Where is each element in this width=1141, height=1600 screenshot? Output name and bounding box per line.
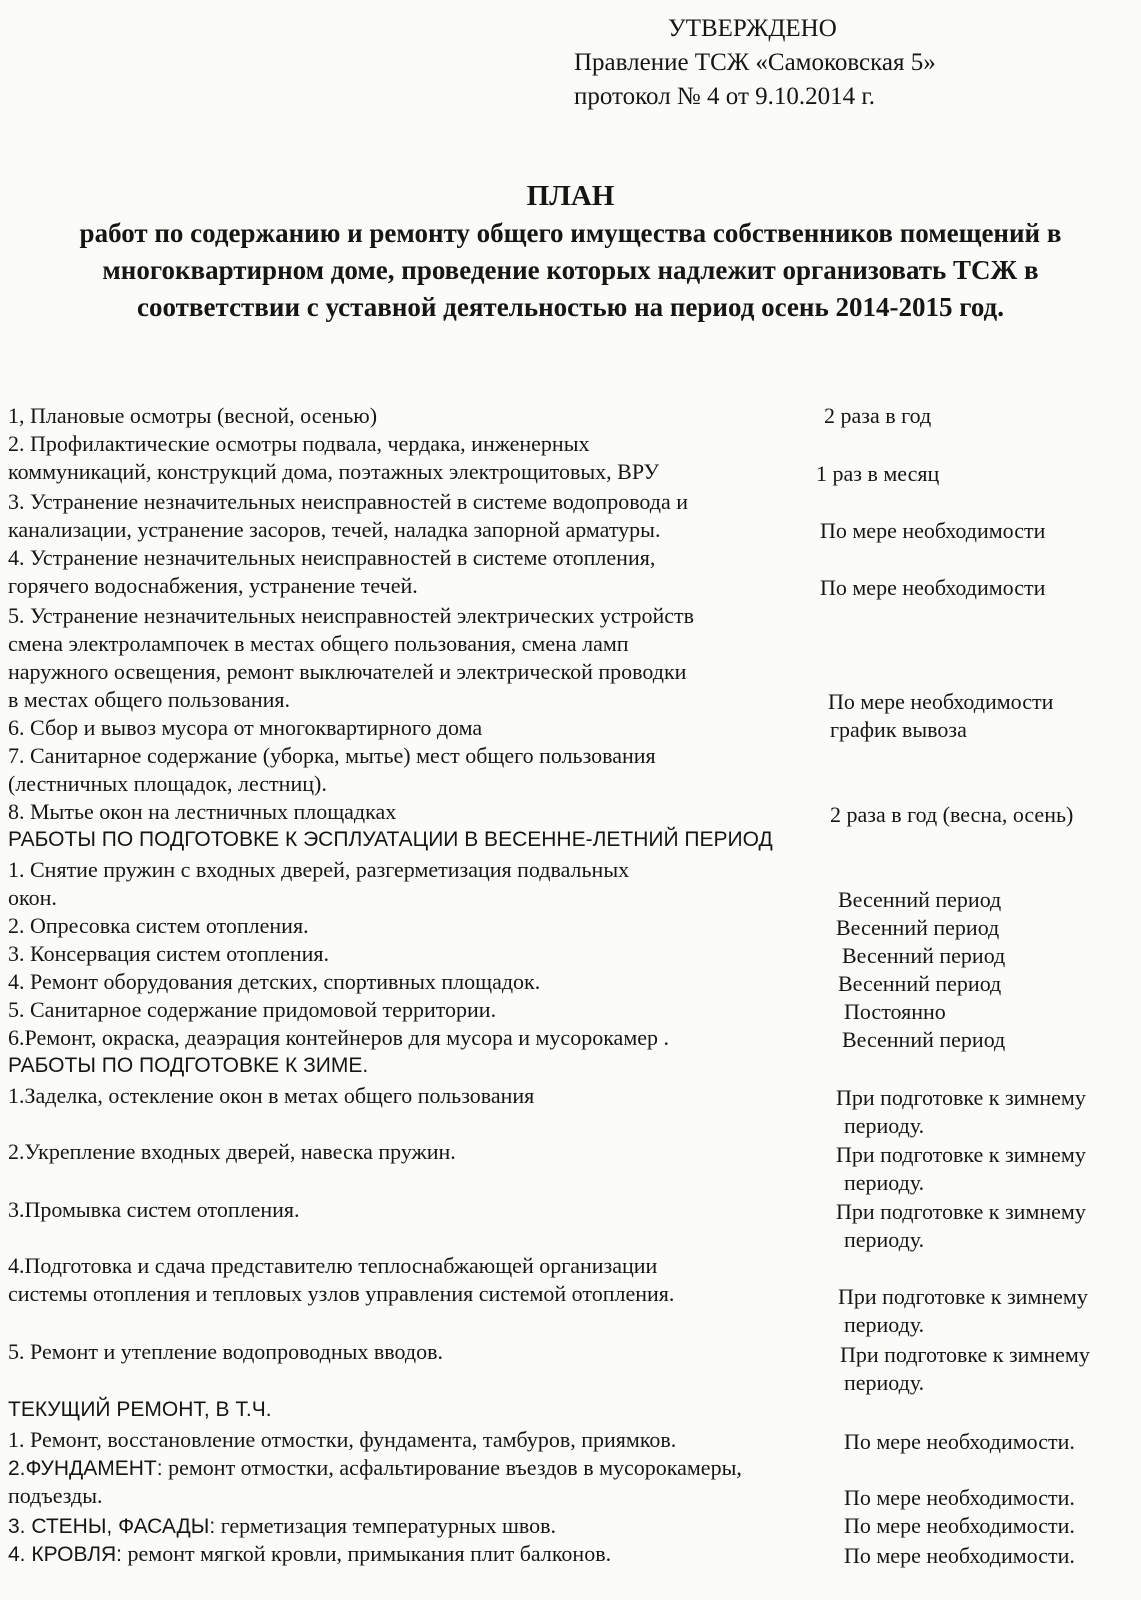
repair-item-4-label: 4. КРОВЛЯ: xyxy=(8,1543,123,1566)
winter-item-1-term-line-2: периоду. xyxy=(844,1113,925,1138)
spring-item-1-line-1: 1. Снятие пружин с входных дверей, разгерметизация подвальных xyxy=(8,857,630,882)
winter-item-4-line-1: 4.Подготовка и сдача представителю теплоснабжающей организации xyxy=(8,1253,658,1278)
repair-heading: ТЕКУЩИЙ РЕМОНТ, В Т.Ч. xyxy=(8,1398,272,1421)
general-item-3-line-1: 3. Устранение незначительных неисправностей в системе водопровода и xyxy=(8,489,689,514)
spring-item-1-line-2: окон. xyxy=(8,885,57,910)
spring-item-5-term: Постоянно xyxy=(844,999,946,1024)
title-line-3: соответствии с уставной деятельностью на период осень 2014-2015 год. xyxy=(137,292,1004,322)
document-title xyxy=(0,178,1141,326)
general-item-7-line-2: (лестничных площадок, лестниц). xyxy=(8,771,327,796)
winter-item-3-term-line-1: При подготовке к зимнему xyxy=(836,1199,1086,1224)
repair-item-4 xyxy=(8,1540,611,1569)
general-item-2-line-2: коммуникаций, конструкций дома, поэтажных электрощитовых, ВРУ xyxy=(8,459,660,484)
title-main: ПЛАН xyxy=(526,180,615,212)
repair-item-2-line-2: подъезды. xyxy=(8,1483,103,1508)
winter-item-1-term-line-1: При подготовке к зимнему xyxy=(836,1085,1086,1110)
winter-heading: РАБОТЫ ПО ПОДГОТОВКЕ К ЗИМЕ. xyxy=(8,1054,369,1077)
repair-item-2-term: По мере необходимости. xyxy=(844,1485,1075,1510)
general-item-4-line-2: горячего водоснабжения, устранение течей. xyxy=(8,573,418,598)
general-item-3-term: По мере необходимости xyxy=(820,518,1046,543)
repair-item-4-term: По мере необходимости. xyxy=(844,1543,1075,1568)
winter-item-5: 5. Ремонт и утепление водопроводных вводов. xyxy=(8,1339,443,1364)
repair-item-1: 1. Ремонт, восстановление отмостки, фундамента, тамбуров, приямков. xyxy=(8,1427,677,1452)
winter-item-4-term-line-2: периоду. xyxy=(844,1312,925,1337)
general-item-6-term: график вывоза xyxy=(830,717,967,742)
general-item-7-line-1: 7. Санитарное содержание (уборка, мытье) мест общего пользования xyxy=(8,743,656,768)
winter-item-3-term-line-2: периоду. xyxy=(844,1227,925,1252)
approval-board: Правление ТСЖ «Самоковская 5» xyxy=(574,49,936,76)
general-item-1-term: 2 раза в год xyxy=(824,403,932,428)
repair-item-3-label: 3. СТЕНЫ, ФАСАДЫ: xyxy=(8,1515,216,1538)
general-item-6: 6. Сбор и вывоз мусора от многоквартирного дома xyxy=(8,715,483,740)
general-item-5-line-4: в местах общего пользования. xyxy=(8,687,290,712)
general-item-5-line-3: наружного освещения, ремонт выключателей и электрической проводки xyxy=(8,659,687,684)
winter-item-1-term xyxy=(836,1084,1086,1140)
winter-item-3: 3.Промывка систем отопления. xyxy=(8,1197,300,1222)
repair-item-1-term: По мере необходимости. xyxy=(844,1429,1075,1454)
winter-item-2-term-line-1: При подготовке к зимнему xyxy=(836,1142,1086,1167)
approval-label: УТВЕРЖДЕНО xyxy=(668,15,837,42)
winter-item-5-term-line-2: периоду. xyxy=(844,1370,925,1395)
winter-item-1: 1.Заделка, остекление окон в метах общего пользования xyxy=(8,1083,535,1108)
spring-item-6: 6.Ремонт, окраска, деаэрация контейнеров для мусора и мусорокамер . xyxy=(8,1025,669,1050)
general-item-5-line-1: 5. Устранение незначительных неисправностей электрических устройств xyxy=(8,603,695,628)
approval-protocol: протокол № 4 от 9.10.2014 г. xyxy=(574,83,876,110)
spring-heading: РАБОТЫ ПО ПОДГОТОВКЕ К ЭСПЛУАТАЦИИ В ВЕСЕННЕ-ЛЕТНИЙ ПЕРИОД xyxy=(8,828,773,851)
general-item-8: 8. Мытье окон на лестничных площадках xyxy=(8,799,397,824)
general-item-2-line-1: 2. Профилактические осмотры подвала, чердака, инженерных xyxy=(8,431,590,456)
title-line-2: многоквартирном доме, проведение которых надлежит организовать ТСЖ в xyxy=(102,255,1039,285)
winter-item-3-term xyxy=(836,1198,1086,1254)
winter-item-2-term-line-2: периоду. xyxy=(844,1170,925,1195)
spring-item-3-term: Весенний период xyxy=(842,943,1006,968)
repair-item-3 xyxy=(8,1512,556,1541)
general-item-5-line-2: смена электролампочек в местах общего пользования, смена ламп xyxy=(8,631,629,656)
title-line-1: работ по содержанию и ремонту общего имущества собственников помещений в xyxy=(79,218,1062,248)
general-item-3-line-2: канализации, устранение засоров, течей, наладка запорной арматуры. xyxy=(8,517,661,542)
winter-item-4-term-line-1: При подготовке к зимнему xyxy=(838,1284,1088,1309)
general-item-4-term: По мере необходимости xyxy=(820,575,1046,600)
spring-item-1-term: Весенний период xyxy=(838,887,1002,912)
general-item-8-term: 2 раза в год (весна, осень) xyxy=(830,802,1074,827)
repair-item-4-text: ремонт мягкой кровли, примыкания плит балконов. xyxy=(122,1541,612,1566)
spring-item-4: 4. Ремонт оборудования детских, спортивных площадок. xyxy=(8,969,541,994)
general-item-4-line-1: 4. Устранение незначительных неисправностей в системе отопления, xyxy=(8,545,656,570)
general-item-5-term: По мере необходимости xyxy=(828,689,1054,714)
general-item-2-term: 1 раз в месяц xyxy=(816,461,940,486)
winter-item-4-term xyxy=(838,1283,1088,1339)
spring-item-3: 3. Консервация систем отопления. xyxy=(8,941,329,966)
repair-item-2-line-1 xyxy=(8,1454,742,1483)
repair-item-3-text: герметизация температурных швов. xyxy=(215,1513,557,1538)
general-item-1: 1, Плановые осмотры (весной, осенью) xyxy=(8,403,378,428)
spring-item-5: 5. Санитарное содержание придомовой территории. xyxy=(8,997,497,1022)
winter-item-5-term-line-1: При подготовке к зимнему xyxy=(840,1342,1090,1367)
repair-item-2-label: 2.ФУНДАМЕНТ: xyxy=(8,1457,163,1480)
winter-item-2-term xyxy=(836,1141,1086,1197)
repair-item-3-term: По мере необходимости. xyxy=(844,1513,1075,1538)
winter-item-4-line-2: системы отопления и тепловых узлов управления системой отопления. xyxy=(8,1281,675,1306)
winter-item-5-term xyxy=(840,1341,1090,1397)
spring-item-6-term: Весенний период xyxy=(842,1027,1006,1052)
repair-item-2-text: ремонт отмостки, асфальтирование въездов в мусорокамеры, xyxy=(162,1455,742,1480)
spring-item-2-term: Весенний период xyxy=(836,915,1000,940)
spring-item-2: 2. Опресовка систем отопления. xyxy=(8,913,309,938)
winter-item-2: 2.Укрепление входных дверей, навеска пружин. xyxy=(8,1139,456,1164)
spring-item-4-term: Весенний период xyxy=(838,971,1002,996)
